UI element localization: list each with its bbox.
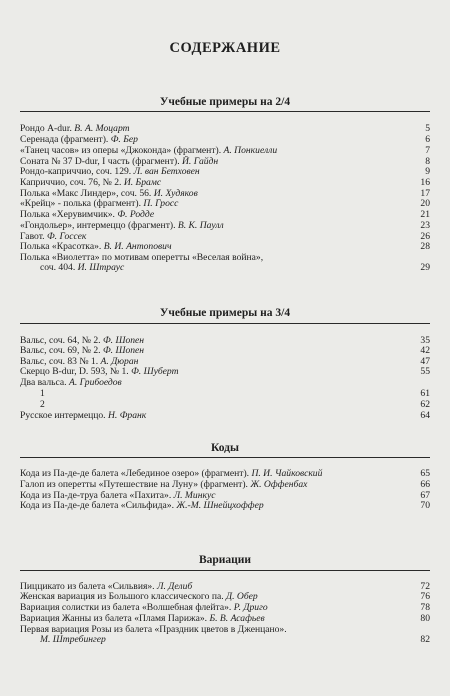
section-divider: [20, 457, 430, 458]
entry-title: «Крейц» - полька (фрагмент). П. Гросс: [20, 198, 408, 209]
toc-entry: [20, 468, 430, 479]
entry-page-number: 62: [420, 399, 430, 410]
toc-entry: [20, 410, 430, 421]
entry-author: П. И. Чайковский: [251, 468, 323, 479]
entry-title: Пиццикато из балета «Сильвия». Л. Делиб: [20, 581, 408, 592]
entry-page-number: 47: [420, 356, 430, 367]
entry-title: 1: [40, 388, 408, 399]
entry-title: Первая вариация Розы из балета «Праздник цветов в Дженцано».: [20, 624, 287, 635]
toc-entry: [20, 613, 430, 624]
entry-title: «Танец часов» из оперы «Джоконда» (фрагмент). А. Понкиелли: [20, 145, 408, 156]
entry-author: И. Брамс: [123, 177, 162, 188]
toc-entry: [20, 241, 430, 252]
entry-page-number: 35: [420, 335, 430, 346]
entry-author: Ф. Родде: [117, 209, 155, 220]
entry-author: А. Понкиелли: [223, 145, 278, 156]
section-divider: [20, 570, 430, 571]
section-heading: Учебные примеры на 2/4: [159, 96, 291, 108]
entry-page-number: 29: [420, 262, 430, 273]
entry-author: И. Худяков: [153, 188, 198, 199]
entry-page-number: 70: [420, 500, 430, 511]
entry-title: Кода из Па-де-труа балета «Пахита». Л. Минкус: [20, 490, 408, 501]
section-heading: Коды: [211, 442, 239, 454]
entry-page-number: 9: [425, 166, 430, 177]
entry-title: [40, 634, 408, 645]
toc-entry: [20, 377, 430, 388]
entry-page-number: 8: [425, 156, 430, 167]
entry-page-number: 23: [420, 220, 430, 231]
entry-page-number: 17: [420, 188, 430, 199]
entry-title: Кода из Па-де-де балета «Сильфида». Ж.-М. Шнейцхоффер: [20, 500, 408, 511]
toc-entry: [20, 500, 430, 511]
entry-author: В. А. Моцарт: [74, 123, 130, 134]
entry-page-number: 42: [420, 345, 430, 356]
entry-page-number: 78: [420, 602, 430, 613]
section-divider: [20, 323, 430, 324]
toc-entry: [20, 209, 430, 220]
entry-page-number: 7: [425, 145, 430, 156]
entry-title: Серенада (фрагмент). Ф. Бер: [20, 134, 408, 145]
entry-page-number: 82: [420, 634, 430, 645]
entry-author: Ф. Госсек: [46, 231, 87, 242]
entry-page-number: 80: [420, 613, 430, 624]
entry-title: Полька «Красотка». В. И. Антопович: [20, 241, 408, 252]
entry-author: Й. Гайдн: [182, 156, 219, 167]
toc-entry: [20, 123, 430, 134]
entry-title: Два вальса. А. Грибоедов: [20, 377, 122, 388]
entry-author: Ж.-М. Шнейцхоффер: [176, 500, 264, 511]
entry-title: Женская вариация из Большого классического па. Д. Обер: [20, 591, 408, 602]
entry-author: А. Дюран: [100, 356, 139, 367]
entry-author: Л. Делиб: [156, 581, 193, 592]
entry-page-number: 28: [420, 241, 430, 252]
toc-entry: [20, 591, 430, 602]
toc-entry: [20, 262, 430, 273]
page-title: СОДЕРЖАНИЕ: [169, 40, 281, 56]
toc-entry: [20, 145, 430, 156]
entry-title: Каприччио, соч. 76, № 2. И. Брамс: [20, 177, 408, 188]
entry-page-number: 55: [420, 366, 430, 377]
entry-title: Вариация Жанны из балета «Пламя Парижа». Б. В. Асафьев: [20, 613, 408, 624]
entry-title: Рондо-каприччио, соч. 129. Л. ван Бетховен: [20, 166, 408, 177]
entry-page-number: 21: [420, 209, 430, 220]
section-heading: Вариации: [198, 554, 252, 566]
entry-author: Ф. Бер: [110, 134, 138, 145]
entry-title: Вальс, соч. 83 № 1. А. Дюран: [20, 356, 408, 367]
entry-title: «Гондольер», интермеццо (фрагмент). В. К. Паулл: [20, 220, 408, 231]
entry-page-number: 76: [420, 591, 430, 602]
entry-page-number: 64: [420, 410, 430, 421]
entry-author: И. Штраус: [77, 262, 125, 273]
entry-author: Ф. Шопен: [102, 345, 145, 356]
entry-title: Гавот. Ф. Госсек: [20, 231, 408, 242]
entry-author: П. Гросс: [143, 198, 179, 209]
entry-author: В. И. Антопович: [103, 241, 172, 252]
toc-entry: [20, 177, 430, 188]
toc-entry: [20, 634, 430, 645]
entry-author: Д. Обер: [226, 591, 258, 602]
toc-entry: [20, 388, 430, 399]
entry-title: Галоп из оперетты «Путешествие на Луну» (фрагмент). Ж. Оффенбах: [20, 479, 408, 490]
toc-entry: [20, 220, 430, 231]
toc-entry: [20, 479, 430, 490]
entry-page-number: 20: [420, 198, 430, 209]
entry-title: Вальс, соч. 69, № 2. Ф. Шопен: [20, 345, 408, 356]
entry-title: Рондо A-dur. В. А. Моцарт: [20, 123, 408, 134]
entry-title: соч. 404. И. Штраус: [40, 262, 408, 273]
entry-page-number: 6: [425, 134, 430, 145]
entry-page-number: 67: [420, 490, 430, 501]
entry-title: Вальс, соч. 64, № 2. Ф. Шопен: [20, 335, 408, 346]
entry-page-number: 16: [420, 177, 430, 188]
entry-title: Полька «Херувимчик». Ф. Родде: [20, 209, 408, 220]
entry-page-number: 5: [425, 123, 430, 134]
entry-author: Л. Минкус: [173, 490, 216, 501]
entry-title: Соната № 37 D-dur, I часть (фрагмент). Й. Гайдн: [20, 156, 408, 167]
entry-page-number: 72: [420, 581, 430, 592]
entry-author: Ж. Оффенбах: [250, 479, 308, 490]
toc-entry: [20, 198, 430, 209]
entry-page-number: 26: [420, 231, 430, 242]
entry-author: Ф. Шопен: [102, 335, 145, 346]
entry-page-number: 61: [420, 388, 430, 399]
toc-entry: [20, 366, 430, 377]
entry-title: Русское интермеццо. Н. Франк: [20, 410, 408, 421]
toc-entry: [20, 134, 430, 145]
toc-entry: [20, 602, 430, 613]
entry-page-number: 66: [420, 479, 430, 490]
entry-title: Скерцо B-dur, D. 593, № 1. Ф. Шуберт: [20, 366, 408, 377]
section-heading: Учебные примеры на 3/4: [159, 307, 291, 319]
entry-author: В. К. Паулл: [177, 220, 224, 231]
entry-title: Полька «Макс Линдер», соч. 56. И. Худяков: [20, 188, 408, 199]
toc-entry: [20, 399, 430, 410]
entry-author: Н. Франк: [107, 410, 147, 421]
section-divider: [20, 111, 430, 112]
entry-page-number: 65: [420, 468, 430, 479]
entry-title: Вариация солистки из балета «Волшебная флейта». Р. Дриго: [20, 602, 408, 613]
entry-author: Р. Дриго: [233, 602, 268, 613]
entry-author: М. Штребингер: [40, 634, 106, 645]
entry-title: Полька «Виолетта» по мотивам оперетты «Веселая война»,: [20, 252, 264, 263]
entry-author: Ф. Шуберт: [131, 366, 179, 377]
entry-author: Б. В. Асафьев: [209, 613, 265, 624]
entry-author: Л. ван Бетховен: [133, 166, 200, 177]
entry-author: А. Грибоедов: [68, 377, 122, 388]
entry-title: 2: [40, 399, 408, 410]
entry-title: Кода из Па-де-де балета «Лебединое озеро» (фрагмент). П. И. Чайковский: [20, 468, 408, 479]
toc-entry: [20, 345, 430, 356]
toc-entry: [20, 166, 430, 177]
